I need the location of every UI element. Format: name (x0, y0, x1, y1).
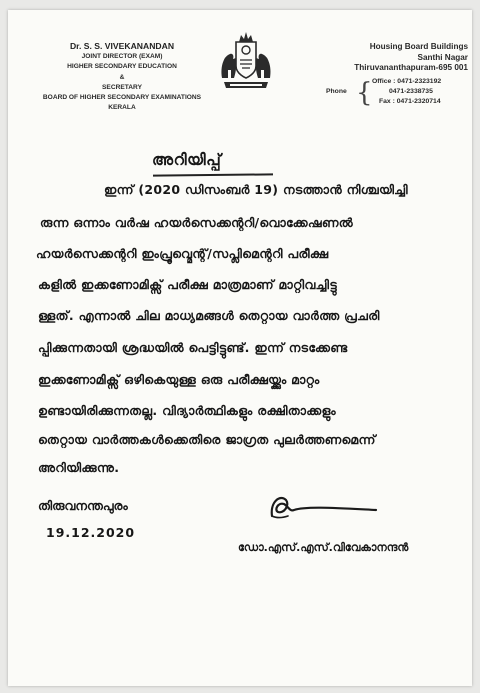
sender-designation: JOINT DIRECTOR (EXAM) (81, 53, 163, 60)
sender-department: HIGHER SECONDARY EDUCATION (67, 63, 177, 71)
notice-title: അറിയിപ്പ് (152, 151, 222, 169)
office-phone: Office : 0471-2323192 (372, 77, 442, 85)
phone-numbers (372, 77, 468, 107)
sender-role: SECRETARY (102, 83, 142, 91)
sender-state: KERALA (108, 104, 136, 112)
office-address (304, 42, 468, 111)
city-pincode: Thiruvananthapuram-695 001 (354, 63, 468, 73)
notice-line-6: പ്പിക്കുന്നതായി ശ്രദ്ധയിൽ പെട്ടിട്ടുണ്ട്. ഇന്ന് നടക്കേണ്ട (38, 340, 348, 355)
brace-mark: { (356, 77, 373, 108)
kerala-state-emblem-icon (218, 28, 274, 90)
ampersand: & (119, 73, 125, 81)
area-name: Santhi Nagar (417, 52, 468, 62)
letter-sheet (8, 10, 472, 686)
place-of-issue: തിരുവനന്തപുരം (38, 498, 128, 513)
notice-line-9: തെറ്റായ വാർത്തകൾക്കെതിരെ ജാഗ്രത പുലർത്തണമെന്ന് (38, 432, 376, 447)
title-underline (153, 173, 273, 176)
sender-name: Dr. S. S. VIVEKANANDAN (69, 41, 175, 51)
phone-block (304, 77, 468, 111)
notice-line-1: ഇന്ന് (2020 ഡിസംബർ 19) നടത്താൻ നിശ്ചയിച്ചി (104, 182, 408, 197)
notice-line-2: രുന്ന ഒന്നാം വർഷ ഹയർസെക്കന്ററി/വൊക്കേഷണൽ (40, 215, 353, 230)
phone-label: Phone (326, 87, 347, 95)
notice-line-10: അറിയിക്കുന്നു. (38, 460, 120, 475)
notice-line-7: ഇക്കണോമിക്സ് ഒഴികെയുള്ള ഒരു പരീക്ഷയ്ക്കും മാറ്റം (38, 372, 320, 387)
notice-line-4: കളിൽ ഇക്കണോമിക്സ് പരീക്ഷ മാത്രമാണ് മാറ്റിവച്ചിട്ടു (38, 277, 337, 292)
building-name: Housing Board Buildings (369, 42, 468, 51)
sender-details (28, 40, 216, 114)
second-phone: 0471-2338735 (389, 87, 433, 95)
sender-board: BOARD OF HIGHER SECONDARY EXAMINATIONS (42, 94, 202, 102)
fax-number: Fax : 0471-2320714 (379, 97, 441, 105)
notice-line-3: ഹയർസെക്കന്ററി ഇംപ്രൂവ്മെന്റ്/സപ്ലിമെന്ററി പരീക്ഷ (36, 246, 329, 261)
signature-mark (266, 488, 382, 528)
signatory-name: ഡോ.എസ്.എസ്.വിവേകാനന്ദൻ (238, 541, 409, 554)
issue-date: 19.12.2020 (46, 525, 136, 540)
notice-line-8: ഉണ്ടായിരിക്കുന്നതല്ല. വിദ്യാർത്ഥികളും രക്ഷിതാക്കളും (38, 403, 336, 418)
notice-line-5: ള്ളത്. എന്നാൽ ചില മാധ്യമങ്ങൾ തെറ്റായ വാർത്ത പ്രചരി (38, 308, 380, 323)
